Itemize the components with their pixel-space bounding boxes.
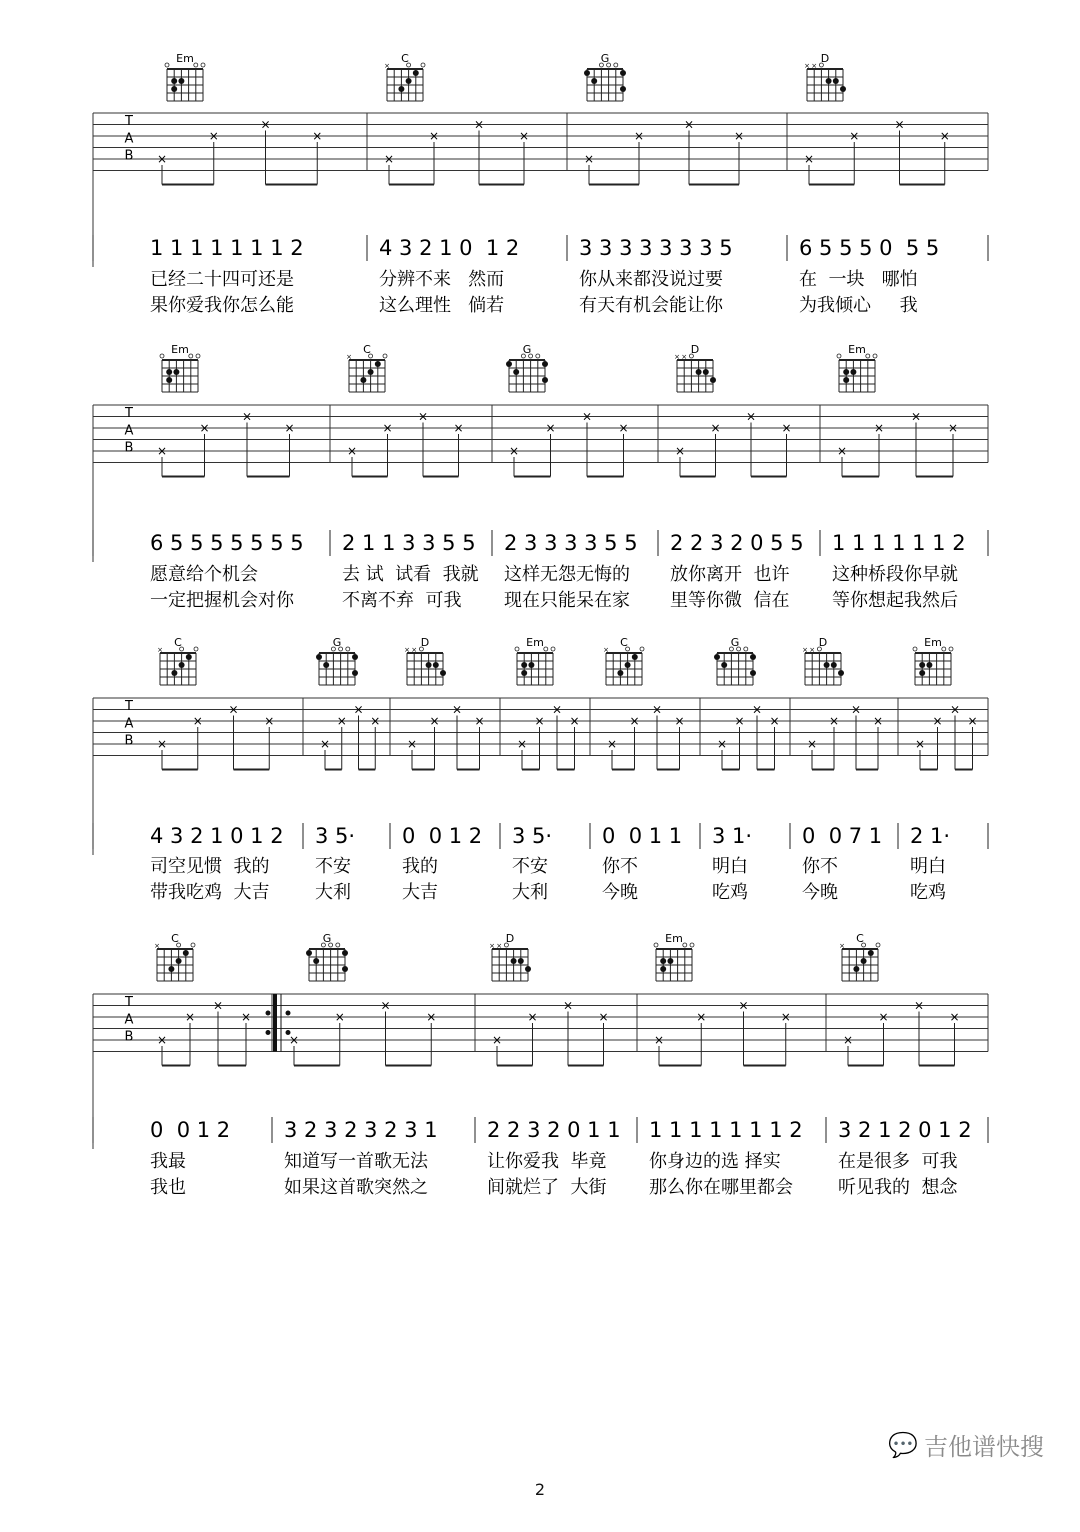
strum-mark: × [913,998,925,1013]
strum-mark: × [156,737,168,751]
chord-name: D [820,52,830,65]
strum-mark: × [429,714,440,728]
chord-name: C [171,932,179,945]
strum-mark: × [849,129,860,143]
svg-text:×: × [681,353,688,361]
strum-mark: × [382,421,393,435]
chord-name: C [401,52,409,65]
chord-diagram-d [804,52,846,101]
strum-mark: × [598,1010,609,1024]
svg-text:×: × [411,646,418,654]
strum-mark: × [842,1033,854,1047]
lyric-line-1: 这种桥段你早就 [832,564,958,585]
svg-text:B: B [124,440,134,456]
chord-diagram-em [160,343,200,392]
svg-text:B: B [124,1029,134,1045]
chord-name: C [363,343,371,356]
svg-text:×: × [809,646,816,654]
strum-mark: × [939,129,950,143]
strum-mark: × [910,409,922,424]
jianpu-measure: 3 1· [712,824,753,848]
lyric-line-1: 在是很多 可我 [838,1151,958,1172]
lyric-line-1: 让你爱我 毕竟 [487,1151,607,1172]
strum-mark: × [428,129,440,143]
jianpu-measure: 0 0 7 1 [802,824,883,848]
svg-text:B: B [124,148,134,164]
strum-mark: × [156,444,168,458]
chord-diagram-em [515,636,555,685]
strum-mark: × [491,1033,503,1047]
strum-mark: × [212,998,224,1013]
lyric-line-1: 知道写一首歌无法 [284,1151,428,1172]
strum-mark: × [629,714,640,728]
lyric-line-2: 有天有机会能让你 [579,295,723,316]
strum-mark: × [319,737,331,751]
svg-text:T: T [125,995,133,1010]
lyric-line-2: 间就烂了 大街 [487,1177,607,1198]
svg-text:T: T [125,114,133,129]
strum-mark: × [733,129,745,143]
strum-mark: × [516,737,528,751]
system-2 [93,405,988,611]
chord-diagram-em [837,343,877,392]
chord-name: G [730,636,740,649]
chord-name: C [620,636,628,649]
strum-mark: × [734,714,745,728]
lyric-line-2: 带我吃鸡 大吉 [150,882,270,903]
strum-mark: × [894,117,905,132]
lyric-line-1: 在 一块 哪怕 [799,269,918,290]
lyric-line-2: 为我倾心 我 [799,295,918,316]
lyric-line-1: 我的 [402,856,438,877]
jianpu-measure: 0 0 1 2 [150,1118,231,1142]
svg-text:×: × [346,353,352,361]
chord-diagram-c [603,636,644,685]
chord-diagram-c [154,932,195,981]
strum-mark: × [967,714,978,728]
lyric-line-2: 吃鸡 [910,882,946,903]
jianpu-measure: 2 1· [910,824,951,848]
jianpu-measure: 4 3 2 1 0 1 2 [150,824,284,848]
strum-mark: × [184,1010,196,1024]
strum-mark: × [674,714,685,728]
lyric-line-1: 已经二十四可还是 [150,269,294,290]
strum-mark: × [569,714,580,728]
strum-mark: × [674,444,686,458]
svg-text:×: × [802,646,808,654]
strum-mark: × [240,1010,252,1024]
lyric-line-1: 你身边的选 择实 [649,1151,781,1172]
lyric-line-1: 明白 [910,856,946,877]
chord-diagram-g [306,932,348,981]
chord-diagram-g [506,343,548,392]
strum-mark: × [872,714,884,728]
lyric-line-1: 我最 [150,1151,186,1172]
jianpu-measure: 2 2 3 2 0 1 1 [487,1118,621,1142]
svg-text:A: A [124,716,134,732]
strum-mark: × [208,129,219,143]
chord-name: G [600,52,610,65]
chord-name: D [690,343,700,356]
strum-mark: × [583,152,595,166]
lyric-line-1: 不安 [512,856,548,877]
chord-name: Em [848,343,866,356]
watermark [888,1427,1044,1462]
strum-mark: × [380,998,391,1013]
chord-diagram-g [584,52,626,101]
chord-diagram-c [157,636,198,685]
jianpu-measure: 0 0 1 2 [402,824,483,848]
svg-text:A: A [124,1012,134,1028]
strum-mark: × [780,1010,791,1024]
svg-text:×: × [489,942,495,950]
chord-name: Em [176,52,194,65]
chord-name: C [856,932,864,945]
lyric-line-1: 放你离开 也许 [670,564,790,585]
chord-name: D [818,636,828,649]
strum-mark: × [199,421,210,435]
jianpu-measure: 3 2 1 2 0 1 2 [838,1118,972,1142]
chord-diagram-em [654,932,694,981]
lyric-line-1: 这样无怨无悔的 [504,564,630,585]
lyric-line-2: 那么你在哪里都会 [649,1177,793,1198]
strum-mark: × [806,737,818,751]
chord-name: G [332,636,342,649]
strum-mark: × [508,444,520,458]
strum-mark: × [949,702,961,717]
lyric-line-1: 去 试 试看 我就 [342,564,479,585]
jianpu-measure: 0 0 1 1 [602,824,683,848]
strum-mark: × [947,421,959,435]
strum-mark: × [651,702,663,717]
system-1 [93,113,988,316]
strum-mark: × [781,421,792,435]
lyric-line-1: 你不 [802,856,838,877]
chord-name: Em [526,636,544,649]
lyric-line-2: 听见我的 想念 [838,1177,958,1198]
lyric-line-2: 等你想起我然后 [832,590,958,611]
chord-diagram-d [404,636,446,685]
jianpu-measure: 2 3 3 3 3 5 5 [504,531,638,555]
svg-text:×: × [811,62,818,70]
jianpu-measure: 1 1 1 1 1 1 1 2 [649,1118,803,1142]
svg-text:×: × [496,942,503,950]
chord-diagram-d [674,343,716,392]
strum-mark: × [738,998,749,1013]
strum-mark: × [534,714,545,728]
strum-mark: × [745,409,757,424]
chord-diagram-em [913,636,953,685]
lyric-line-2: 如果这首歌突然之 [284,1177,428,1198]
svg-text:B: B [124,733,134,749]
jianpu-measure: 2 2 3 2 0 5 5 [670,531,804,555]
strum-mark: × [288,1033,300,1047]
lyric-line-1: 你从来都没说过要 [579,269,723,290]
system-4 [93,994,988,1198]
chord-diagram-d [489,932,531,981]
strum-mark: × [562,998,574,1013]
strum-mark: × [653,1033,665,1047]
strum-mark: × [336,714,347,728]
strum-mark: × [878,1010,889,1024]
chord-name: Em [171,343,189,356]
strum-mark: × [751,702,763,717]
strum-mark: × [284,421,295,435]
strum-mark: × [264,714,275,728]
strum-mark: × [618,421,629,435]
strum-mark: × [406,737,418,751]
strum-mark: × [710,421,721,435]
svg-text:×: × [804,62,810,70]
chord-diagram-g [714,636,756,685]
lyric-line-1: 你不 [602,856,638,877]
strum-mark: × [353,702,364,717]
strum-mark: × [192,714,203,728]
strum-mark: × [545,421,556,435]
strum-mark: × [453,421,464,435]
lyric-line-1: 不安 [315,856,351,877]
chord-diagram-c [346,343,387,392]
svg-text:A: A [124,131,134,147]
chord-name: G [522,343,532,356]
lyric-line-2: 不离不弃 可我 [342,590,462,611]
lyric-line-2: 里等你微 信在 [670,590,790,611]
svg-text:A: A [124,423,134,439]
lyric-line-2: 今晚 [802,882,838,903]
lyric-line-2: 大吉 [402,882,438,903]
strum-mark: × [474,714,485,728]
strum-mark: × [850,702,862,717]
lyric-line-1: 司空见惯 我的 [150,856,270,877]
strum-mark: × [156,152,168,166]
chord-diagram-c [839,932,880,981]
strum-mark: × [873,421,885,435]
strum-mark: × [551,702,563,717]
strum-mark: × [828,714,840,728]
jianpu-measure: 3 5· [512,824,553,848]
chord-diagram-c [384,52,425,101]
strum-mark: × [451,702,463,717]
lyric-line-2: 我也 [150,1177,186,1198]
strum-mark: × [581,409,593,424]
chord-diagram-d [802,636,844,685]
jianpu-measure: 4 3 2 1 0 1 2 [379,236,520,260]
strum-mark: × [417,409,429,424]
strum-mark: × [518,129,530,143]
lyric-line-1: 愿意给个机会 [150,564,258,585]
jianpu-measure: 6 5 5 5 5 5 5 5 [150,531,304,555]
lyric-line-2: 现在只能呆在家 [504,590,630,611]
page-number: 2 [534,1480,546,1499]
svg-text:×: × [674,353,680,361]
strum-mark: × [383,152,395,166]
strum-mark: × [769,714,780,728]
chord-name: Em [665,932,683,945]
jianpu-measure: 1 1 1 1 1 1 1 2 [150,236,304,260]
lyric-line-2: 果你爱我你怎么能 [150,295,294,316]
chord-diagram-em [165,52,205,101]
strum-mark: × [241,409,253,424]
strum-mark: × [633,129,645,143]
lyric-line-2: 吃鸡 [712,882,748,903]
strum-mark: × [260,117,271,132]
strum-mark: × [156,1033,168,1047]
lyric-line-1: 分辨不来 然而 [379,269,505,290]
lyric-line-1: 明白 [712,856,748,877]
lyric-line-2: 一定把握机会对你 [150,590,294,611]
strum-mark: × [914,737,926,751]
strum-mark: × [346,444,358,458]
svg-text:T: T [125,699,133,714]
svg-text:×: × [603,646,609,654]
lyric-line-2: 今晚 [602,882,638,903]
jianpu-measure: 1 1 1 1 1 1 2 [832,531,966,555]
jianpu-measure: 3 5· [315,824,356,848]
strum-mark: × [696,1010,707,1024]
strum-mark: × [716,737,728,751]
strum-mark: × [606,737,618,751]
strum-mark: × [836,444,848,458]
chord-name: G [322,932,332,945]
chord-name: D [505,932,515,945]
svg-text:×: × [154,942,160,950]
strum-mark: × [527,1010,538,1024]
lyric-line-2: 大利 [512,882,548,903]
lyric-line-2: 大利 [315,882,351,903]
strum-mark: × [228,702,239,717]
chord-diagram-g [316,636,358,685]
svg-text:×: × [839,942,845,950]
system-3 [93,698,988,903]
strum-mark: × [683,117,695,132]
strum-mark: × [949,1010,960,1024]
strum-mark: × [426,1010,437,1024]
strum-mark: × [932,714,943,728]
jianpu-measure: 3 2 3 2 3 2 3 1 [284,1118,438,1142]
chord-name: D [420,636,430,649]
chord-name: Em [924,636,942,649]
svg-text:×: × [404,646,410,654]
chord-name: C [174,636,182,649]
strum-mark: × [803,152,815,166]
strum-mark: × [334,1010,345,1024]
strum-mark: × [370,714,381,728]
svg-text:T: T [125,406,133,421]
svg-text:×: × [157,646,163,654]
svg-text:×: × [384,62,390,70]
lyric-line-2: 这么理性 倘若 [379,295,505,316]
jianpu-measure: 2 1 1 3 3 5 5 [342,531,476,555]
wechat-icon: 💬 [888,1430,918,1459]
strum-mark: × [473,117,485,132]
jianpu-measure: 6 5 5 5 0 5 5 [799,236,940,260]
watermark-text: 吉他谱快搜 [924,1433,1044,1461]
strum-mark: × [312,129,323,143]
jianpu-measure: 3 3 3 3 3 3 3 5 [579,236,733,260]
